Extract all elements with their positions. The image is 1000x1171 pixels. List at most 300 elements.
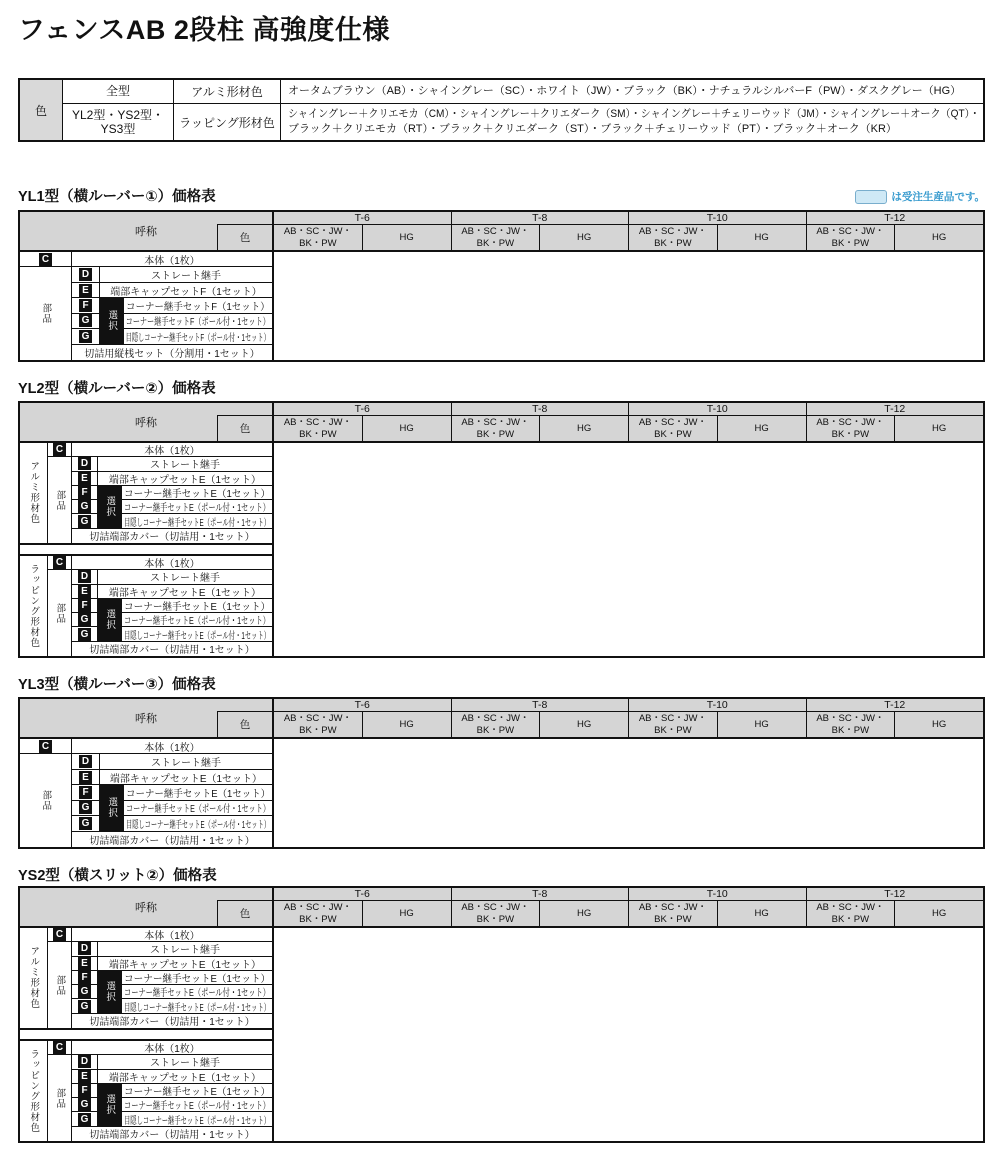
finish-header [807,416,896,441]
finish-header-line: BK・PW [654,237,692,249]
price-table [18,886,985,1143]
model-scope-text: 全型 [105,84,130,99]
size-header: T-6 [274,888,451,901]
row-label: コーナー継手セットF（1セット） [126,302,270,313]
key-box: E [78,1070,91,1083]
price-table-header [20,699,983,739]
key-box: G [79,801,92,814]
size-header-row [274,888,983,926]
parts-block [20,554,272,656]
row-label-cell [98,1070,272,1084]
row-label: 目隠しコーナー継手セットE（ポール付・1セット） [123,630,271,642]
finish-header [363,901,451,926]
row-label-cell [72,928,272,942]
size-header: T-12 [807,888,984,901]
finish-subrow [452,712,629,737]
group-label-text: アルミ形材色 [28,946,40,1010]
finish-header [452,712,541,737]
key-cell [72,599,98,613]
finish-header-line: HG [577,907,592,919]
key-box: G [78,1000,91,1013]
parts-label-text: 部品 [54,602,66,624]
size-header: T-6 [274,212,451,225]
row-label-cell [98,942,272,956]
size-group [806,699,984,737]
row-label-cell [124,329,272,344]
finish-header [540,225,628,250]
key-cell [48,556,72,570]
finish-header [274,712,363,737]
finish-header-line: BK・PW [476,913,515,925]
row-label-cell [100,754,272,769]
key-cell [72,298,100,313]
finish-header [718,901,806,926]
parts-block [20,928,272,1030]
finish-header [274,901,363,926]
row-label: コーナー継手セットF（ポール付・1セット） [125,317,271,329]
row-label: 目隠しコーナー継手セットE（ポール付・1セット） [123,1115,271,1127]
row-label-cell [72,642,272,656]
finish-header [718,712,806,737]
finish-header-line: HG [577,718,592,730]
price-data-area [274,928,983,1141]
row-label-cell [72,1127,272,1141]
finish-header-line: AB・SC・JW・ [461,902,530,914]
key-box: G [78,613,91,626]
row-label-cell [122,971,272,985]
color-spec-row-wrapping [63,104,983,140]
row-label-cell [122,500,272,514]
size-group [628,212,806,250]
key-box: C [39,740,52,753]
order-note-text: は受注生産品です。 [891,191,985,203]
color-spec-table [18,78,985,142]
parts-label-text: 部品 [40,790,52,812]
key-cell [72,500,98,514]
finish-subrow [629,901,806,926]
row-label: ストレート継手 [151,271,221,283]
row-label-cell [72,832,272,847]
row-label: 切詰端部カバー（切詰用・1セット） [89,645,255,656]
key-box: G [79,817,92,830]
row-label: ストレート継手 [151,758,221,770]
key-cell [72,816,100,831]
key-cell [72,971,98,985]
price-table-header [20,403,983,443]
finish-header [452,225,541,250]
key-cell [72,1112,98,1126]
size-group [628,403,806,441]
group-label-cell [20,556,48,656]
finish-header-line: BK・PW [476,428,515,440]
finish-header-line: AB・SC・JW・ [816,417,885,429]
row-label: 本体（1枚） [144,559,200,571]
color-header: 色 [217,900,272,926]
finish-subrow [274,712,451,737]
parts-label-cell [20,754,72,847]
color-list-line: ブラック＋クリエモカ（RT）・ブラック＋クリエダーク（ST）・ブラック＋チェリーウッド（PT）・ブラック＋オーク（KR） [288,123,897,135]
finish-header [629,225,718,250]
finish-header-line: AB・SC・JW・ [283,902,352,914]
color-list-line: シャイングレー＋クリエモカ（CM）・シャイングレー＋クリエダーク（SM）・シャイングレー＋チェリーウッド（JM）・シャイングレー＋オーク（QT）・ [288,108,980,121]
size-header: T-6 [274,403,451,416]
row-label-cell [122,1084,272,1098]
finish-type-text: ラッピング形材色 [179,115,275,130]
key-cell [72,585,98,599]
finish-subrow [807,225,984,250]
finish-subrow [274,416,451,441]
row-label-cell [72,345,272,360]
finish-header-line: AB・SC・JW・ [283,417,352,429]
model-scope-text: YS3型 [100,122,136,136]
key-box: E [79,284,92,297]
row-label: コーナー継手セットE（1セット） [123,1087,271,1098]
size-header-row [274,699,983,737]
key-cell [72,957,98,971]
key-cell [72,1070,98,1084]
size-header-row [274,212,983,250]
key-box: F [78,486,91,499]
key-box: F [78,1084,91,1097]
row-label: 切詰端部カバー（切詰用・1セット） [89,1130,255,1141]
finish-header-line: HG [577,231,592,243]
size-group [451,212,629,250]
color-list-cell [281,80,983,103]
section-title: YL2型（横ルーバー②）価格表 [18,381,216,397]
name-header-block [20,403,272,441]
parts-label-cell [48,570,72,656]
color-spec-body [63,80,983,140]
key-box: E [78,585,91,598]
row-label: 端部キャップセットF（1セット） [110,286,262,298]
parts-block [20,1039,272,1141]
row-label: ストレート継手 [150,945,220,957]
row-label-cell [124,816,272,831]
parts-label-cell [20,267,72,360]
key-cell [48,928,72,942]
finish-header-line: HG [932,231,947,243]
row-label-cell [72,556,272,570]
group-label-text: ラッピング形材色 [28,1048,40,1133]
key-cell [72,570,98,584]
row-label-cell [100,267,272,282]
row-label-cell [72,739,272,754]
finish-header-line: BK・PW [476,724,515,736]
key-box: E [78,472,91,485]
size-header: T-6 [274,699,451,712]
key-cell [72,627,98,641]
row-label: コーナー継手セットE（ポール付・1セット） [123,988,271,1000]
select-cell [98,971,122,1014]
name-header: 呼称 [135,713,157,725]
key-box: G [78,985,91,998]
size-header: T-12 [807,403,984,416]
row-label: 切詰端部カバー（切詰用・1セット） [89,532,255,543]
finish-header-line: AB・SC・JW・ [816,226,885,238]
key-cell [72,801,100,816]
finish-header-line: HG [577,422,592,434]
finish-subrow [452,225,629,250]
size-header: T-10 [629,212,806,225]
header-body-divider [272,212,274,360]
parts-label-cell [48,1055,72,1141]
row-label-cell [72,252,272,267]
finish-header [807,225,896,250]
select-label-text: 選択 [104,1094,116,1116]
size-header: T-12 [807,699,984,712]
row-label-cell [122,627,272,641]
page-title: フェンスAB 2段柱 高強度仕様 [18,15,390,45]
color-spec-row-alumi [63,80,983,104]
row-label-cell [122,999,272,1013]
row-label-cell [98,957,272,971]
row-label-cell [72,1014,272,1028]
finish-header-line: HG [754,907,769,919]
price-data-area [274,252,983,360]
key-cell [72,785,100,800]
color-spec-row-header: 色 [20,80,63,140]
row-label: コーナー継手セットE（1セット） [123,602,271,613]
size-header: T-8 [452,888,629,901]
group-label-text: アルミ形材色 [28,461,40,525]
model-scope-cell [63,104,174,140]
finish-subrow [807,712,984,737]
row-label: 目隠しコーナー継手セットF（ポール付・1セット） [125,332,271,344]
key-box: D [79,268,92,281]
finish-header [807,712,896,737]
finish-header [895,225,983,250]
row-label-cell [72,1041,272,1055]
row-label: 本体（1枚） [144,931,200,943]
finish-header-line: AB・SC・JW・ [283,713,352,725]
finish-header-line: HG [932,422,947,434]
key-box: C [53,928,66,941]
key-cell [72,486,98,500]
key-box: G [78,628,91,641]
finish-header [540,712,628,737]
finish-subrow [629,416,806,441]
finish-header-line: HG [399,907,414,919]
row-label: 端部キャップセットE（1セット） [108,1072,262,1084]
row-label: 端部キャップセットE（1セット） [108,474,262,486]
finish-header [363,416,451,441]
group-label-text: ラッピング形材色 [28,563,40,648]
size-header-row [274,403,983,441]
size-header: T-10 [629,888,806,901]
finish-header-line: BK・PW [299,237,337,249]
finish-header-line: HG [399,718,414,730]
finish-subrow [629,712,806,737]
size-group [806,888,984,926]
finish-header [718,416,806,441]
key-cell [72,514,98,528]
row-label-cell [122,613,272,627]
row-label: コーナー継手セットE（ポール付・1セット） [123,616,271,628]
model-scope-text: YL2型・YS2型・ [71,107,165,122]
size-group [628,699,806,737]
key-box: D [78,1055,91,1068]
finish-header-line: BK・PW [299,913,337,925]
finish-header [540,416,628,441]
finish-header-line: AB・SC・JW・ [461,713,530,725]
header-body-divider [272,699,274,847]
size-header: T-10 [629,699,806,712]
key-box: D [78,942,91,955]
row-label: コーナー継手セットE（1セット） [123,489,271,500]
row-label-cell [98,585,272,599]
finish-header-line: AB・SC・JW・ [638,713,707,725]
finish-header-line: BK・PW [831,237,870,249]
header-body-divider [272,888,274,1141]
key-cell [72,754,100,769]
key-cell [20,739,72,754]
finish-header [540,901,628,926]
key-cell [72,985,98,999]
key-cell [72,1084,98,1098]
key-cell [72,1055,98,1069]
key-cell [72,942,98,956]
row-label: 目隠しコーナー継手セットE（ポール付・1セット） [123,517,271,529]
key-cell [48,1041,72,1055]
finish-header [895,712,983,737]
key-box: E [78,957,91,970]
row-label-cell [122,1112,272,1126]
group-label-cell [20,1041,48,1141]
finish-type-cell [174,104,281,140]
row-label-cell [122,1098,272,1112]
finish-header [274,416,363,441]
finish-header [629,901,718,926]
finish-header-line: AB・SC・JW・ [461,417,530,429]
parts-label-cell [48,942,72,1028]
finish-header-line: HG [754,422,769,434]
name-header: 呼称 [135,902,157,914]
finish-header [895,901,983,926]
key-box: F [78,971,91,984]
parts-label-text: 部品 [40,303,52,325]
row-label: 端部キャップセットE（1セット） [109,773,263,785]
name-header: 呼称 [135,226,157,238]
row-label-cell [98,472,272,486]
select-label-text: 選択 [104,981,116,1003]
finish-header-line: HG [754,718,769,730]
header-body-divider [272,403,274,656]
parts-block [20,443,272,545]
finish-subrow [274,901,451,926]
key-cell [72,283,100,298]
finish-header-line: AB・SC・JW・ [816,713,885,725]
key-box: D [79,755,92,768]
finish-subrow [629,225,806,250]
finish-header [274,225,363,250]
color-header: 色 [217,415,272,441]
color-header: 色 [217,224,272,250]
finish-header-line: BK・PW [654,428,692,440]
price-table [18,697,985,849]
key-box: G [78,515,91,528]
row-label-cell [72,443,272,457]
row-label: ストレート継手 [150,1058,220,1070]
group-label-cell [20,443,48,543]
key-cell [72,999,98,1013]
group-label-cell [20,928,48,1028]
row-label: コーナー継手セットE（1セット） [125,789,271,800]
row-label: 本体（1枚） [144,446,200,458]
finish-header-line: AB・SC・JW・ [816,902,885,914]
size-group [274,403,451,441]
key-cell [72,1098,98,1112]
row-label: コーナー継手セットE（ポール付・1セット） [125,804,271,816]
row-label: 目隠しコーナー継手セットE（ポール付・1セット） [123,1002,271,1014]
finish-header [363,225,451,250]
key-cell [72,472,98,486]
price-data-area [274,443,983,656]
model-scope-cell [63,80,174,103]
size-group [451,403,629,441]
select-cell [98,486,122,529]
row-label: 切詰端部カバー（切詰用・1セット） [89,1017,255,1028]
size-header: T-12 [807,212,984,225]
select-cell [100,785,124,831]
section-title: YL3型（横ルーバー③）価格表 [18,677,216,693]
name-header-block [20,212,272,250]
color-list-cell [281,104,983,140]
row-label-cell [124,785,272,800]
finish-type-text: アルミ形材色 [191,85,263,99]
finish-header-line: AB・SC・JW・ [638,417,707,429]
finish-header-line: AB・SC・JW・ [461,226,530,238]
row-label: コーナー継手セットE（ポール付・1セット） [123,503,271,515]
finish-header-line: AB・SC・JW・ [638,902,707,914]
select-label-text: 選択 [104,496,116,518]
key-box: G [78,1113,91,1126]
size-header: T-8 [452,212,629,225]
section-title: YS2型（横スリット②）価格表 [18,868,217,884]
row-label: 端部キャップセットE（1セット） [108,587,262,599]
row-label-cell [122,486,272,500]
size-group [274,699,451,737]
key-box: C [53,556,66,569]
finish-header-line: HG [754,231,769,243]
row-label-cell [98,1055,272,1069]
finish-header-line: HG [932,718,947,730]
row-label-cell [122,985,272,999]
order-note-swatch [855,190,887,204]
finish-header-line: AB・SC・JW・ [638,226,707,238]
size-group [806,212,984,250]
finish-header [807,901,896,926]
finish-subrow [807,416,984,441]
key-box: G [78,500,91,513]
select-cell [98,1084,122,1127]
row-label: 本体（1枚） [144,1044,200,1056]
size-header: T-8 [452,699,629,712]
section-title: YL1型（横ルーバー①）価格表 [18,189,216,205]
row-label: コーナー継手セットE（ポール付・1セット） [123,1101,271,1113]
key-box: C [53,443,66,456]
row-label: ストレート継手 [150,573,220,585]
row-label-cell [100,283,272,298]
size-group [274,888,451,926]
size-group [451,888,629,926]
color-header: 色 [217,711,272,737]
finish-header-line: BK・PW [299,428,337,440]
select-label-text: 選択 [106,797,118,819]
color-list-line: オータムブラウン（AB）・シャイングレー（SC）・ホワイト（JW）・ブラック（BK）・ナチュラルシルバーF（PW）・ダスクグレー（HG） [288,85,962,98]
order-note [855,189,985,204]
row-label: ストレート継手 [150,460,220,472]
key-cell [72,770,100,785]
